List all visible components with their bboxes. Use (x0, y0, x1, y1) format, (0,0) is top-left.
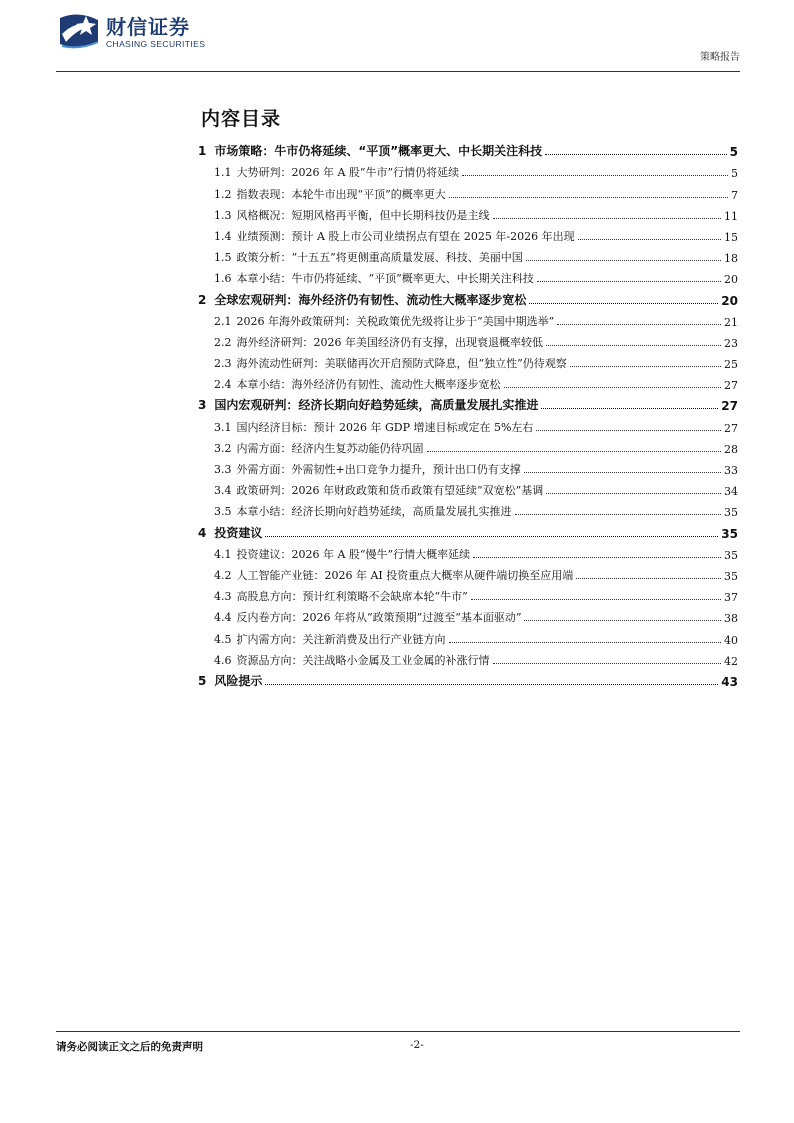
toc-section-entry[interactable] (198, 413, 738, 434)
toc-entry-number: 1.4 (214, 229, 232, 243)
toc-dot-leader (471, 599, 721, 600)
toc-entry-number: 1 (198, 144, 207, 159)
toc-entry-title: 海外流动性研判：美联储再次开启预防式降息，但“独立性”仍待观察 (236, 357, 567, 371)
toc-dot-leader (578, 239, 721, 240)
toc-dot-leader (493, 218, 722, 219)
toc-entry-title: 国内宏观研判：经济长期向好趋势延续，高质量发展扎实推进 (214, 398, 539, 413)
toc-dot-leader (541, 408, 718, 409)
toc-entry-page: 27 (724, 379, 738, 393)
toc-entry-text (214, 186, 446, 202)
toc-section-entry[interactable] (198, 604, 738, 625)
toc-entry-page: 20 (721, 293, 738, 308)
toc-entry-number: 4.3 (214, 590, 232, 604)
toc-entry-page: 21 (724, 315, 738, 329)
toc-entry-number: 2.2 (214, 335, 232, 349)
toc-entry-page: 42 (724, 654, 738, 668)
toc-entry-text (214, 461, 521, 477)
toc-entry-number: 2.4 (214, 378, 232, 392)
toc-section-entry[interactable] (198, 477, 738, 498)
toc-entry-text (214, 567, 573, 583)
toc-entry-text (214, 631, 446, 647)
toc-entry-title: 指数表现：本轮牛市出现“平顶”的概率更大 (236, 187, 446, 201)
toc-dot-leader (524, 472, 721, 473)
toc-entry-page: 33 (724, 464, 738, 477)
page-header (56, 12, 740, 72)
toc-dot-leader (537, 281, 721, 282)
toc-dot-leader (529, 303, 718, 304)
toc-entry-text (214, 546, 470, 562)
toc-entry-text (214, 482, 543, 498)
toc-entry-text (214, 440, 424, 456)
toc-dot-leader (526, 260, 721, 261)
document-type: 策略报告 (700, 52, 740, 63)
toc-entry-number: 1.1 (214, 166, 232, 180)
toc-entry-page: 25 (724, 358, 738, 372)
toc-dot-leader (557, 324, 721, 325)
toc-entry-title: 业绩预测：预计 A 股上市公司业绩拐点有望在 2025 年-2026 年出现 (236, 229, 575, 243)
toc-entry-title: 大势研判：2026 年 A 股“牛市”行情仍将延续 (236, 166, 460, 180)
toc-dot-leader (473, 557, 721, 558)
toc-section-entry[interactable] (198, 435, 738, 456)
toc-entry-number: 3.2 (214, 441, 232, 455)
toc-dot-leader (462, 175, 728, 176)
company-name-en: CHASING SECURITIES (106, 39, 206, 49)
toc-entry-number: 4.1 (214, 547, 232, 561)
toc-entry-text (214, 609, 521, 625)
toc-entry-number: 1.6 (214, 272, 232, 286)
toc-section-entry[interactable] (198, 456, 738, 477)
toc-dot-leader (515, 514, 722, 515)
toc-dot-leader (449, 197, 728, 198)
toc-entry-page: 5 (731, 167, 738, 181)
toc-entry-page: 38 (724, 612, 738, 626)
toc-dot-leader (570, 366, 721, 367)
toc-entry-number: 2 (198, 292, 207, 307)
footer-page-number: -2- (410, 1039, 424, 1051)
toc-entry-title: 国内经济目标：预计 2026 年 GDP 增速目标或定在 5%左右 (236, 420, 534, 434)
toc-entry-title: 政策分析：“十五五”将更侧重高质量发展、科技、美丽中国 (236, 251, 523, 265)
toc-entry-page: 23 (724, 336, 738, 350)
toc-entry-text (198, 396, 538, 413)
toc-entry-text (214, 313, 554, 329)
toc-entry-page: 40 (724, 633, 738, 647)
toc-entry-text (214, 207, 490, 223)
toc-entry-page: 28 (724, 442, 738, 456)
toc-entry-page: 27 (721, 399, 738, 414)
toc-section-entry[interactable] (198, 562, 738, 583)
toc-entry-page: 11 (724, 209, 738, 223)
toc-entry-title: 本章小结：经济长期向好趋势延续，高质量发展扎实推进 (236, 505, 512, 519)
toc-entry-number: 4.2 (214, 568, 232, 582)
toc-entry-number: 4.6 (214, 653, 232, 667)
toc-entry-number: 2.3 (214, 357, 232, 371)
toc-entry-number: 5 (198, 673, 207, 688)
toc-entry-page: 7 (731, 188, 738, 202)
toc-entry-text (214, 376, 501, 392)
toc-entry-text (214, 270, 534, 286)
toc-entry-page: 43 (721, 674, 738, 689)
toc-entry-title: 本章小结：牛市仍将延续、“平顶”概率更大、中长期关注科技 (236, 272, 534, 286)
toc-chapter-entry[interactable] (198, 286, 738, 307)
toc-entry-number: 1.5 (214, 251, 232, 265)
toc-section-entry[interactable] (198, 583, 738, 604)
toc-entry-title: 高股息方向：预计红利策略不会缺席本轮“牛市” (236, 590, 468, 604)
toc-title: 内容目录 (201, 108, 282, 130)
toc-entry-number: 1.2 (214, 187, 232, 201)
toc-section-entry[interactable] (198, 159, 738, 180)
header-divider (56, 71, 740, 72)
toc-entry-text (214, 652, 490, 668)
toc-entry-text (198, 142, 542, 159)
toc-entry-title: 市场策略：牛市仍将延续、“平顶”概率更大、中长期关注科技 (214, 144, 543, 159)
toc-entry-number: 4.4 (214, 611, 232, 625)
toc-dot-leader (536, 430, 721, 431)
toc-dot-leader (504, 387, 722, 388)
toc-dot-leader (427, 451, 722, 452)
toc-entry-title: 风险提示 (214, 673, 263, 688)
toc-entry-number: 3.1 (214, 420, 232, 434)
toc-entry-title: 资源品方向：关注战略小金属及工业金属的补涨行情 (236, 653, 490, 667)
toc-entry-title: 政策研判：2026 年财政政策和货币政策有望延续“双宽松”基调 (236, 484, 544, 498)
toc-entry-page: 37 (724, 591, 738, 605)
table-of-contents (198, 138, 738, 689)
toc-entry-page: 35 (724, 548, 738, 562)
company-name-cn: 财信证券 (106, 15, 190, 39)
company-logo (56, 12, 205, 52)
toc-entry-page: 5 (729, 145, 738, 160)
footer-divider (56, 1031, 740, 1032)
toc-entry-page: 35 (721, 526, 738, 541)
toc-section-entry[interactable] (198, 541, 738, 562)
toc-entry-page: 18 (724, 252, 738, 266)
toc-section-entry[interactable] (198, 371, 738, 392)
toc-chapter-entry[interactable] (198, 668, 738, 689)
toc-entry-title: 本章小结：海外经济仍有韧性、流动性大概率逐步宽松 (236, 378, 501, 392)
toc-entry-title: 风格概况：短期风格再平衡，但中长期科技仍是主线 (236, 208, 490, 222)
toc-entry-text (214, 334, 543, 350)
toc-section-entry[interactable] (198, 498, 738, 519)
toc-entry-text (214, 503, 512, 519)
toc-entry-page: 35 (724, 569, 738, 583)
toc-entry-text (214, 419, 533, 435)
toc-entry-title: 外需方面：外需韧性+出口竞争力提升，预计出口仍有支撑 (236, 463, 521, 476)
toc-dot-leader (546, 493, 721, 494)
chasing-logo-icon (56, 12, 102, 52)
toc-entry-title: 投资建议 (214, 525, 263, 540)
toc-entry-title: 海外经济研判：2026 年美国经济仍有支撑，出现衰退概率较低 (236, 335, 543, 349)
toc-entry-number: 3 (198, 398, 207, 413)
toc-entry-text (214, 228, 575, 244)
toc-entry-page: 27 (724, 421, 738, 435)
toc-entry-number: 2.1 (214, 314, 232, 328)
toc-dot-leader (576, 578, 721, 579)
toc-dot-leader (265, 684, 718, 685)
toc-section-entry[interactable] (198, 350, 738, 371)
toc-dot-leader (546, 345, 721, 346)
toc-entry-number: 3.3 (214, 463, 232, 476)
toc-entry-number: 3.4 (214, 484, 232, 498)
toc-dot-leader (265, 536, 718, 537)
footer-disclaimer: 请务必阅读正文之后的免责声明 (56, 1041, 203, 1053)
toc-entry-number: 3.5 (214, 505, 232, 519)
toc-section-entry[interactable] (198, 308, 738, 329)
toc-section-entry[interactable] (198, 202, 738, 223)
toc-entry-title: 人工智能产业链：2026 年 AI 投资重点大概率从硬件端切换至应用端 (236, 568, 574, 582)
toc-entry-text (214, 249, 523, 265)
toc-entry-number: 4 (198, 525, 207, 540)
toc-entry-number: 4.5 (214, 632, 232, 646)
toc-entry-title: 投资建议：2026 年 A 股“慢牛”行情大概率延续 (236, 547, 471, 561)
toc-entry-title: 全球宏观研判：海外经济仍有韧性、流动性大概率逐步宽松 (214, 292, 527, 307)
toc-section-entry[interactable] (198, 223, 738, 244)
toc-entry-text (198, 524, 262, 541)
toc-section-entry[interactable] (198, 647, 738, 668)
toc-entry-page: 15 (724, 230, 738, 244)
toc-entry-page: 34 (724, 485, 738, 499)
toc-section-entry[interactable] (198, 265, 738, 286)
toc-chapter-entry[interactable] (198, 138, 738, 159)
toc-entry-title: 2026 年海外政策研判：关税政策优先级将让步于“美国中期选举” (236, 314, 555, 328)
toc-entry-page: 35 (724, 506, 738, 520)
toc-entry-title: 扩内需方向：关注新消费及出行产业链方向 (236, 632, 446, 646)
toc-chapter-entry[interactable] (198, 519, 738, 540)
toc-entry-number: 1.3 (214, 208, 232, 222)
toc-entry-text (198, 672, 262, 689)
toc-dot-leader (545, 154, 727, 155)
toc-section-entry[interactable] (198, 625, 738, 646)
toc-entry-title: 反内卷方向：2026 年将从“政策预期”过渡至“基本面驱动” (236, 611, 522, 625)
toc-dot-leader (524, 620, 721, 621)
toc-entry-title: 内需方面：经济内生复苏动能仍待巩固 (236, 441, 424, 455)
toc-section-entry[interactable] (198, 244, 738, 265)
toc-chapter-entry[interactable] (198, 392, 738, 413)
toc-entry-page: 20 (724, 273, 738, 287)
toc-entry-text (198, 291, 526, 308)
toc-dot-leader (449, 642, 722, 643)
toc-entry-text (214, 588, 468, 604)
toc-dot-leader (493, 663, 722, 664)
toc-section-entry[interactable] (198, 180, 738, 201)
toc-section-entry[interactable] (198, 329, 738, 350)
toc-entry-text (214, 355, 567, 371)
toc-entry-text (214, 164, 459, 180)
